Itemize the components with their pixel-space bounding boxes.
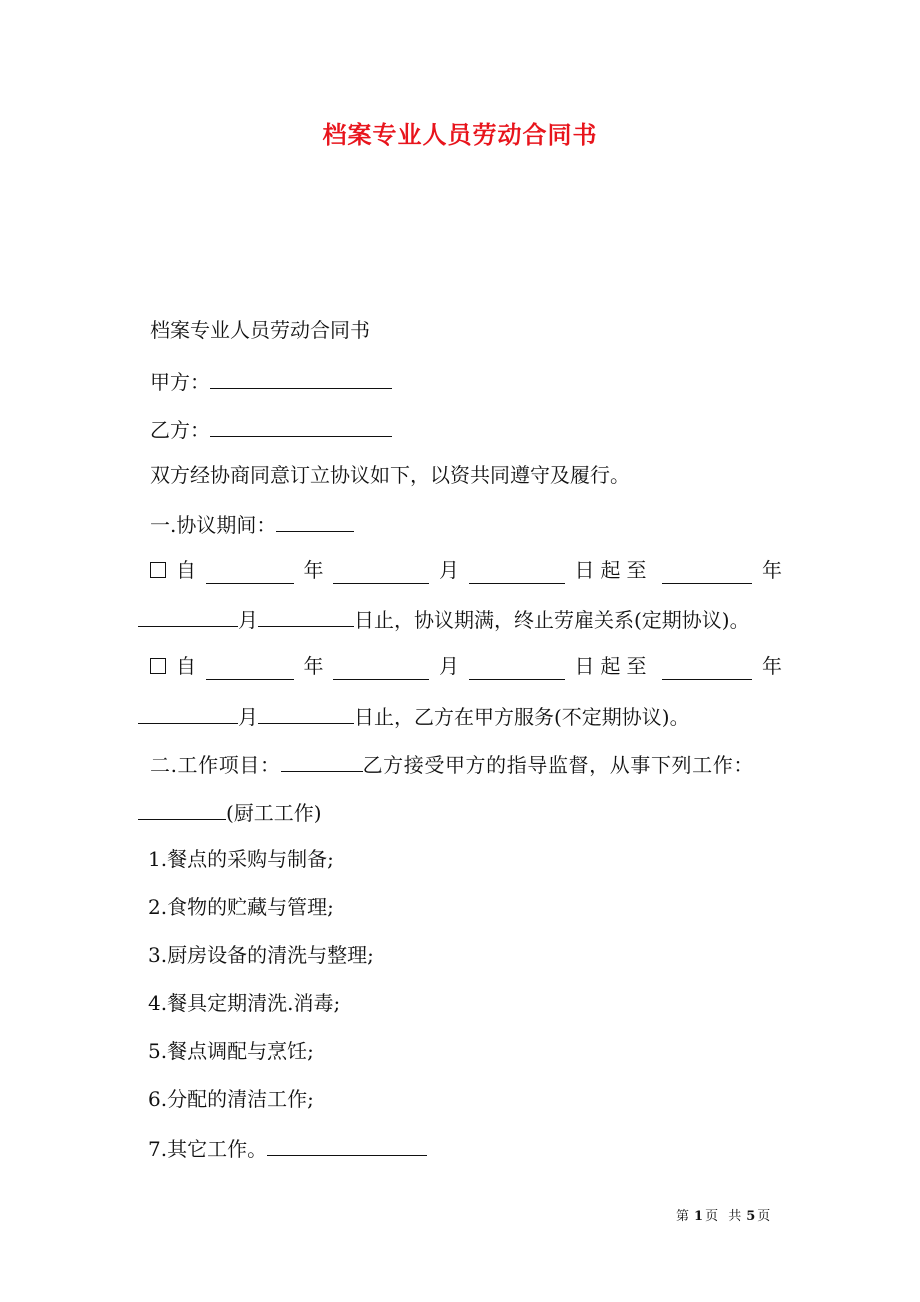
- option1-yue: 月: [439, 558, 459, 582]
- checkbox-icon[interactable]: [150, 658, 166, 674]
- section1-label: 一.协议期间：: [150, 513, 277, 537]
- option2-zi: 自: [176, 654, 196, 678]
- option2-line2: [138, 701, 690, 731]
- option1-line1: [150, 556, 782, 584]
- option1-yue2: 月: [238, 608, 258, 632]
- party-b-line: [150, 414, 392, 444]
- document-title: 档案专业人员劳动合同书: [322, 120, 598, 149]
- party-b-label: 乙方：: [150, 418, 210, 442]
- party-a-line: [150, 366, 392, 396]
- option1-month-blank[interactable]: [333, 561, 429, 584]
- page-number-footer: [676, 1208, 773, 1226]
- option2-nian: 年: [303, 654, 324, 678]
- page-prefix: 第: [676, 1209, 693, 1224]
- option2-nian2: 年: [762, 654, 782, 678]
- option1-tail: 日止，协议期满，终止劳雇关系(定期协议)。: [354, 608, 750, 632]
- option1-zi: 自: [176, 558, 196, 582]
- option2-tail: 日止，乙方在甲方服务(不定期协议)。: [354, 705, 690, 729]
- section2-label: 二.工作项目：: [150, 753, 281, 777]
- option1-year-blank[interactable]: [206, 561, 294, 584]
- section1-line: [150, 509, 354, 539]
- intro-paragraph: 双方经协商同意订立协议如下，以资共同遵守及履行。: [150, 463, 630, 487]
- option1-end-day-blank[interactable]: [258, 604, 354, 627]
- option2-end-year-blank[interactable]: [662, 657, 752, 680]
- option2-yue2: 月: [238, 705, 258, 729]
- list-item: 4.餐具定期清洗.消毒;: [148, 991, 341, 1015]
- option2-end-day-blank[interactable]: [258, 701, 354, 724]
- option2-yue: 月: [439, 654, 459, 678]
- list-item: 6.分配的清洁工作;: [148, 1087, 314, 1111]
- section2-text: 乙方接受甲方的指导监督，从事下列工作：: [362, 753, 754, 777]
- page-suffix: 页: [757, 1209, 774, 1224]
- list-item: 5.餐点调配与烹饪;: [148, 1039, 314, 1063]
- option1-nian2: 年: [762, 558, 782, 582]
- page-current: 1: [694, 1209, 704, 1224]
- section2-type-blank[interactable]: [138, 797, 226, 820]
- checkbox-icon[interactable]: [150, 562, 166, 578]
- section2-line2: [138, 797, 322, 827]
- option1-end-month-blank[interactable]: [138, 604, 238, 627]
- option2-day-blank[interactable]: [469, 657, 565, 680]
- party-b-blank[interactable]: [210, 414, 392, 437]
- option1-nian: 年: [303, 558, 324, 582]
- list-item: 3.厨房设备的清洗与整理;: [148, 943, 374, 967]
- section2-blank[interactable]: [281, 749, 363, 772]
- section1-blank[interactable]: [276, 509, 354, 532]
- party-a-blank[interactable]: [210, 366, 392, 389]
- list-item: 1.餐点的采购与制备;: [148, 847, 334, 871]
- other-work-blank[interactable]: [267, 1133, 427, 1156]
- option2-end-month-blank[interactable]: [138, 701, 238, 724]
- list-item: 2.食物的贮藏与管理;: [148, 895, 334, 919]
- page-mid: 页 共: [705, 1209, 745, 1224]
- party-a-label: 甲方：: [150, 370, 210, 394]
- section2-type: (厨工工作): [226, 801, 322, 825]
- list-item-other: [148, 1133, 427, 1163]
- contract-heading: 档案专业人员劳动合同书: [150, 318, 370, 342]
- section2-line: [150, 749, 754, 779]
- option1-line2: [138, 604, 750, 634]
- option1-ri-qi-zhi: 日起至: [574, 558, 653, 582]
- option1-end-year-blank[interactable]: [662, 561, 752, 584]
- page-total: 5: [746, 1209, 756, 1224]
- option2-ri-qi-zhi: 日起至: [574, 654, 653, 678]
- option2-year-blank[interactable]: [206, 657, 294, 680]
- option2-line1: [150, 652, 782, 680]
- option1-day-blank[interactable]: [469, 561, 565, 584]
- option2-month-blank[interactable]: [333, 657, 429, 680]
- list-item: 7.其它工作。: [148, 1137, 268, 1161]
